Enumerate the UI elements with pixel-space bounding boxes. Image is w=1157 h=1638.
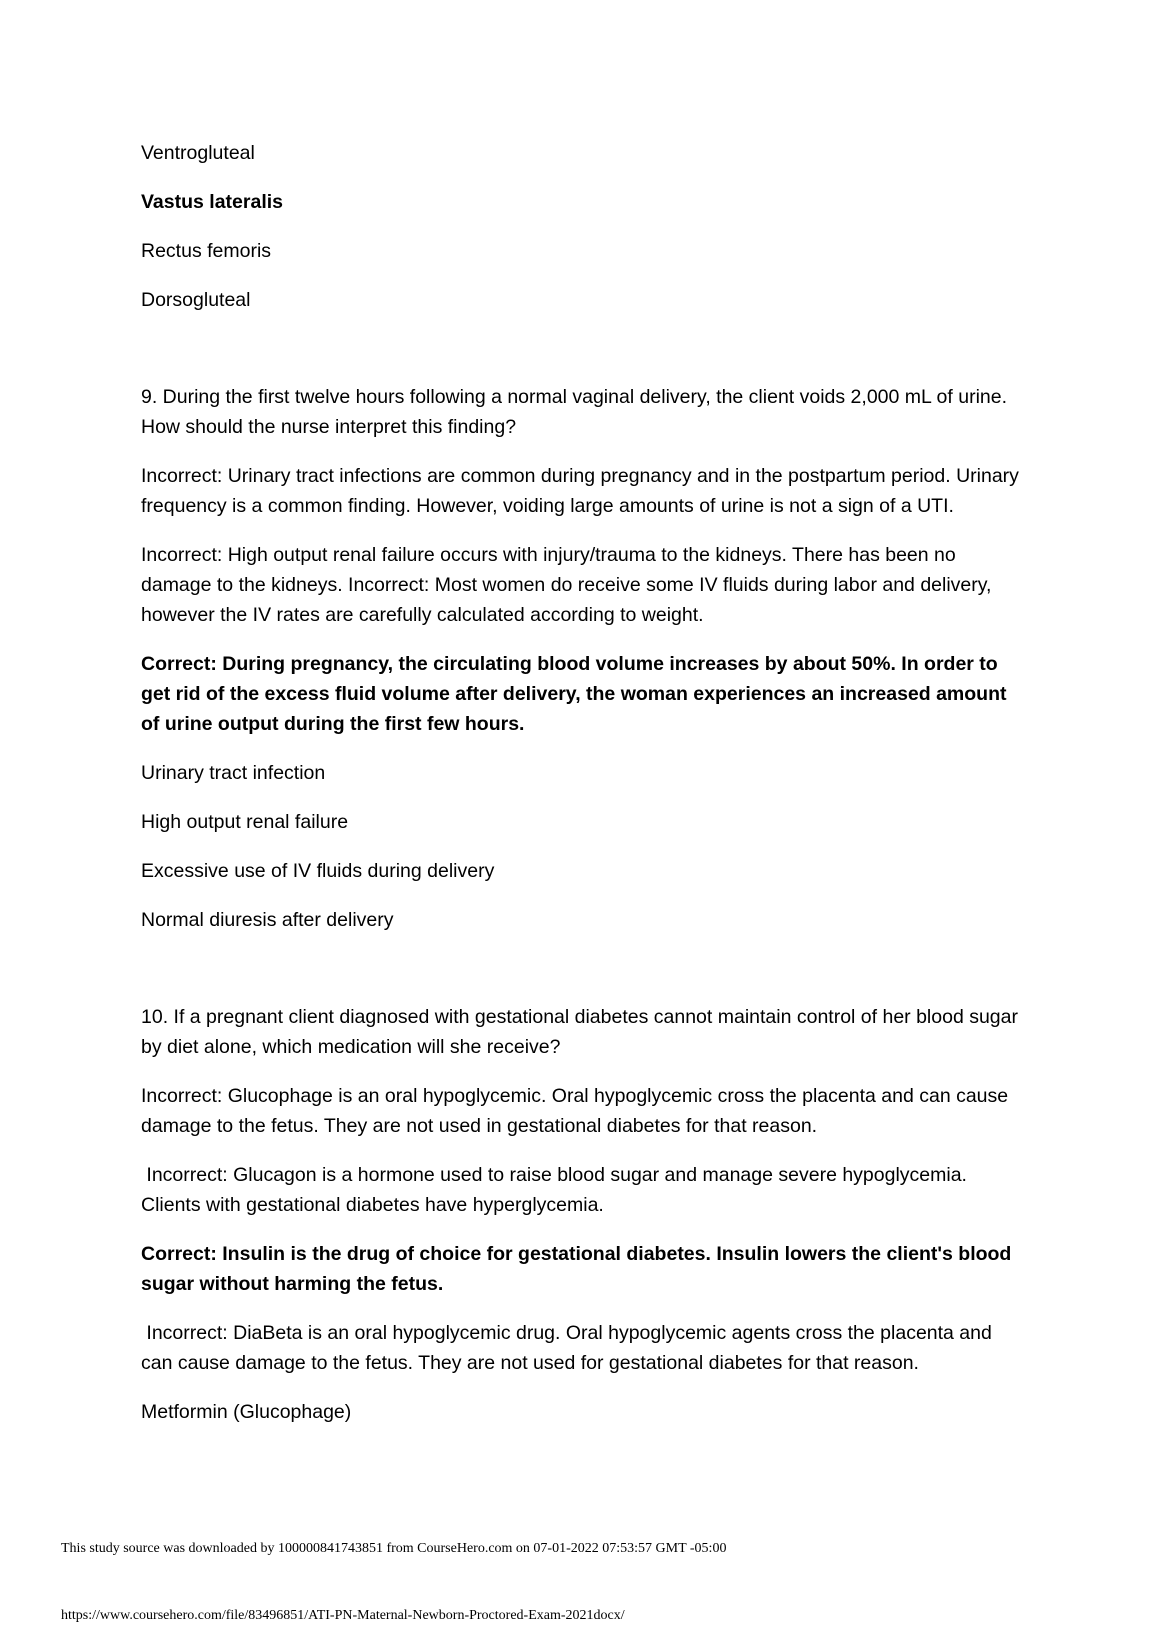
q10-rationale-glucophage: Incorrect: Glucophage is an oral hypoglycemic. Oral hypoglycemic cross the placenta and can cause damage to the fetus. They are not used in gestational diabetes for that reason. bbox=[141, 1085, 1014, 1137]
section-gap bbox=[141, 954, 1021, 1002]
q10-option-metformin: Metformin (Glucophage) bbox=[141, 1401, 352, 1423]
q9-rationale-uti: Incorrect: Urinary tract infections are common during pregnancy and in the postpartum period. Urinary frequency is a common finding. However, voiding large amounts of urine is not a sign of a UTI. bbox=[141, 465, 1025, 517]
q9-option-normal-diuresis: Normal diuresis after delivery bbox=[141, 909, 394, 931]
q10-correct-rationale: Correct: Insulin is the drug of choice for gestational diabetes. Insulin lowers the client's blood sugar without harming the fetus. bbox=[141, 1243, 1017, 1295]
source-url[interactable]: https://www.coursehero.com/file/83496851/ATI-PN-Maternal-Newborn-Proctored-Exam-2021docx/ bbox=[61, 1608, 625, 1623]
section-gap bbox=[141, 334, 1021, 382]
q9-option-renal-failure: High output renal failure bbox=[141, 811, 349, 833]
q8-option-dorsogluteal: Dorsogluteal bbox=[141, 289, 251, 311]
q10-question: 10. If a pregnant client diagnosed with gestational diabetes cannot maintain control of her blood sugar by diet alone, which medication will she receive? bbox=[141, 1006, 1024, 1058]
q8-option-rectus-femoris: Rectus femoris bbox=[141, 240, 272, 262]
q9-option-uti: Urinary tract infection bbox=[141, 762, 326, 784]
q9-correct-rationale: Correct: During pregnancy, the circulating blood volume increases by about 50%. In order to get rid of the excess fluid volume after delivery, the woman experiences an increased amount of urine output during the first few hours. bbox=[141, 653, 1012, 735]
q8-option-ventrogluteal: Ventrogluteal bbox=[141, 142, 255, 164]
q8-option-vastus-lateralis-correct: Vastus lateralis bbox=[141, 191, 284, 213]
q9-rationale-renal-iv: Incorrect: High output renal failure occurs with injury/trauma to the kidneys. There has been no damage to the kidneys. Incorrect: Most women do receive some IV fluids during labor and delivery, however the IV rates are carefully calculated according to weight. bbox=[141, 544, 997, 626]
q9-option-iv-fluids: Excessive use of IV fluids during delivery bbox=[141, 860, 495, 882]
q10-rationale-glucagon: Incorrect: Glucagon is a hormone used to raise blood sugar and manage severe hypoglycemia. Clients with gestational diabetes have hyperglycemia. bbox=[141, 1164, 973, 1216]
download-source-notice: This study source was downloaded by 100000841743851 from CourseHero.com on 07-01-2022 07:53:57 GMT -05:00 bbox=[61, 1541, 727, 1556]
q10-rationale-diabeta: Incorrect: DiaBeta is an oral hypoglycemic drug. Oral hypoglycemic agents cross the placenta and can cause damage to the fetus. They are not used for gestational diabetes for that reason. bbox=[141, 1322, 998, 1374]
q9-question: 9. During the first twelve hours following a normal vaginal delivery, the client voids 2,000 mL of urine. How should the nurse interpret this finding? bbox=[141, 386, 1013, 438]
document-body bbox=[141, 138, 1025, 1446]
